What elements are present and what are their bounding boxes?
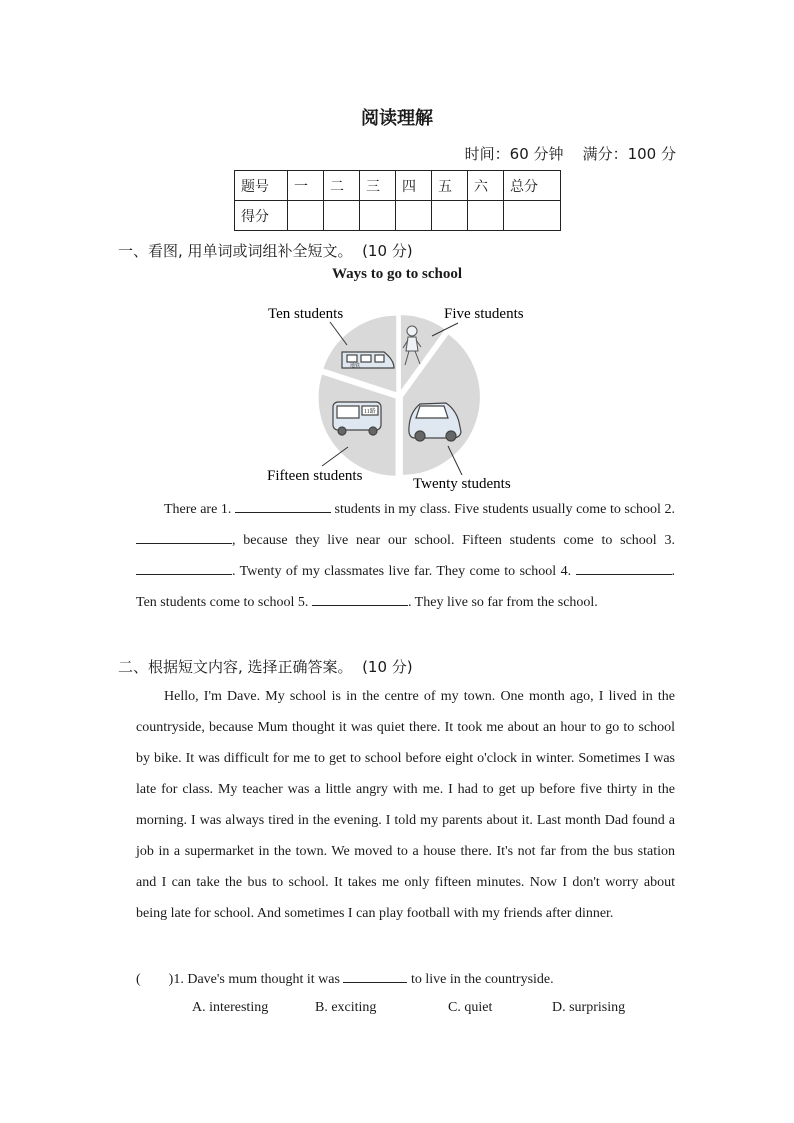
header-cell: 五: [432, 171, 468, 201]
option-d[interactable]: D. surprising: [552, 1000, 626, 1015]
score-table: [234, 170, 561, 231]
header-cell: 四: [396, 171, 432, 201]
score-table-header-row: [235, 171, 561, 201]
header-cell: 一: [288, 171, 324, 201]
score-cell[interactable]: [504, 201, 561, 231]
cloze-paragraph: [136, 494, 675, 618]
score-cell[interactable]: [432, 201, 468, 231]
text: students in my class. Five students usually come to school 2.: [334, 502, 676, 517]
score-cell[interactable]: [288, 201, 324, 231]
header-cell: 总分: [504, 171, 561, 201]
header-cell: 二: [324, 171, 360, 201]
reading-passage: Hello, I'm Dave. My school is in the centre of my town. One month ago, I lived in the countryside, because Mum thought it was quiet there. It took me about an hour to go to school by bike. It was difficult for me to get to school before eight o'clock in winter. Sometimes I was late for class. My teacher was a little angry with me. I had to get up before five thirty in the morning. I was always tired in the evening. I told my parents about it. Last month Dad found a job in a supermarket in the town. We moved to a house there. It's not far from the bus station and I can take the bus to school. It takes me only fifteen minutes. Now I don't worry about being late for school. And sometimes I can play football with my friends after dinner.: [136, 689, 675, 921]
section2-heading: 二、根据短文内容, 选择正确答案。 (10 分): [118, 658, 413, 676]
option-b[interactable]: B. exciting: [315, 1000, 377, 1015]
chart-title: Ways to go to school: [331, 266, 462, 282]
bus-route-text: 11路: [364, 409, 376, 415]
blank-3[interactable]: [136, 560, 232, 575]
blank-1[interactable]: [235, 498, 331, 513]
score-cell[interactable]: [360, 201, 396, 231]
slice-label: Fifteen students: [267, 468, 363, 484]
text: . Twenty of my classmates live far. They come to school 4.: [232, 564, 572, 579]
text: , because they live near our school. Fifteen students come to school 3.: [232, 533, 675, 548]
pie-chart: [0, 290, 794, 500]
subway-train-icon: [342, 352, 394, 369]
bus-icon: [333, 402, 381, 435]
question-blank: [343, 968, 407, 983]
score-cell[interactable]: [324, 201, 360, 231]
answer-paren[interactable]: ( ): [136, 972, 174, 987]
option-a[interactable]: A. interesting: [192, 1000, 269, 1015]
text: . Ten students come to school 5.: [136, 564, 675, 610]
train-text: 地铁: [350, 364, 361, 369]
option-c[interactable]: C. quiet: [448, 1000, 493, 1015]
header-cell: 三: [360, 171, 396, 201]
blank-2[interactable]: [136, 529, 232, 544]
header-cell: 题号: [235, 171, 288, 201]
section1-heading: 一、看图, 用单词或词组补全短文。 (10 分): [118, 242, 413, 260]
text: There are 1.: [164, 502, 232, 517]
score-cell[interactable]: [396, 201, 432, 231]
score-table-score-row: [235, 201, 561, 231]
question-1: [136, 968, 554, 988]
time-info: 时间：60 分钟 满分：100 分: [464, 145, 676, 163]
header-cell: 六: [468, 171, 504, 201]
blank-5[interactable]: [312, 591, 408, 606]
slice-label: Ten students: [268, 306, 344, 322]
score-cell[interactable]: [468, 201, 504, 231]
question-stem: 1. Dave's mum thought it was: [173, 972, 340, 987]
slice-label: Five students: [444, 306, 524, 322]
slice-label: Twenty students: [413, 476, 511, 492]
question-stem: to live in the countryside.: [410, 972, 554, 987]
blank-4[interactable]: [576, 560, 672, 575]
page-title: 阅读理解: [361, 108, 433, 129]
text: . They live so far from the school.: [407, 595, 598, 610]
row-label: 得分: [235, 201, 288, 231]
